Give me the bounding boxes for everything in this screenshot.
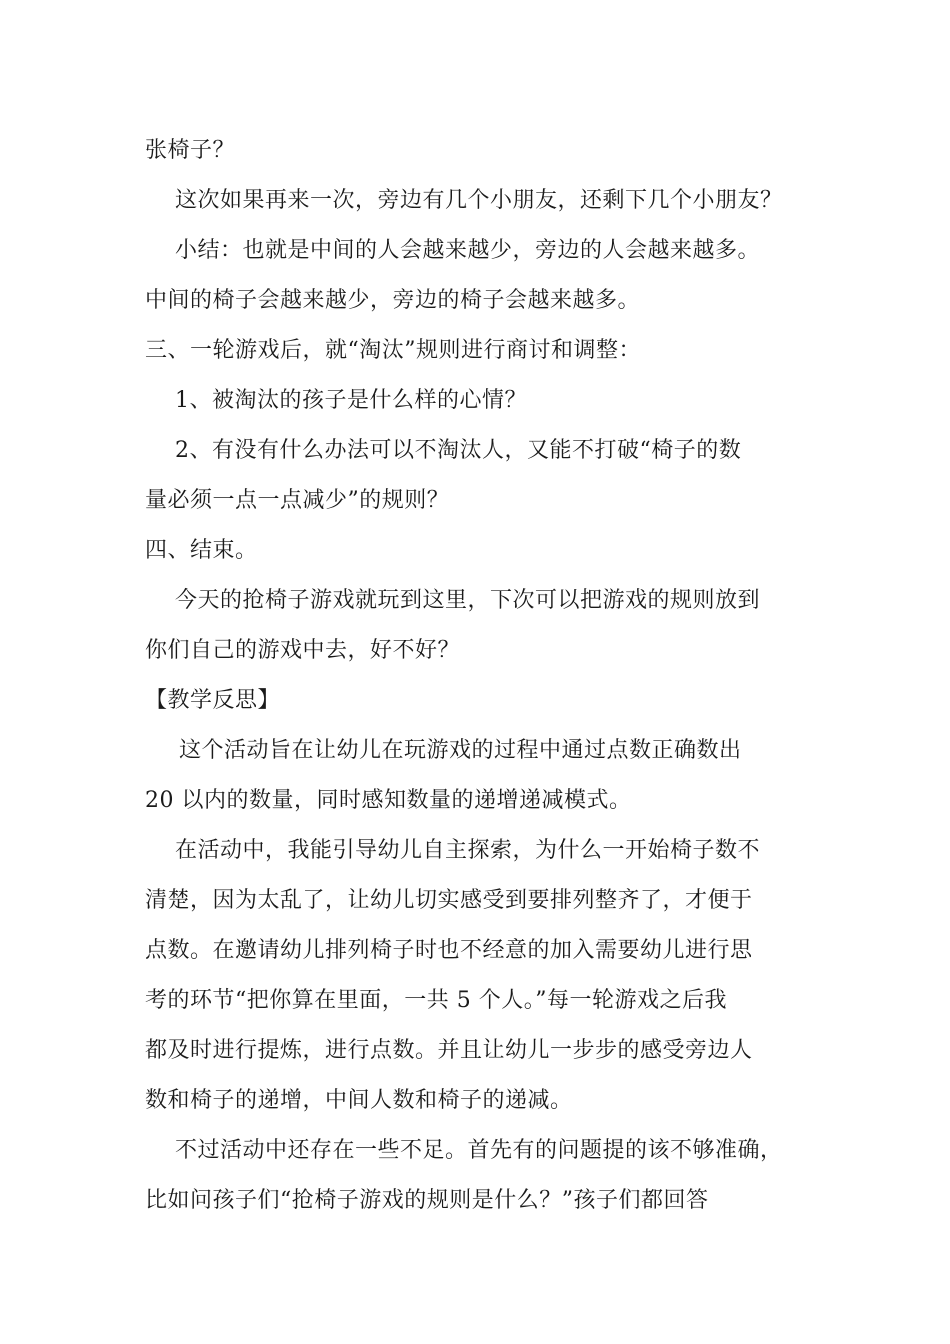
section-heading: 三、一轮游戏后，就“淘汰”规则进行商讨和调整： [145,338,641,363]
text-line: 你们自己的游戏中去，好不好？ [145,638,461,663]
text-line: 点数。在邀请幼儿排列椅子时也不经意的加入需要幼儿进行思 [145,938,753,963]
section-heading: 【教学反思】 [145,688,281,713]
text-line: 这次如果再来一次，旁边有几个小朋友，还剩下几个小朋友？ [175,188,783,213]
text-line: 数和椅子的递增，中间人数和椅子的递减。 [145,1088,573,1113]
text-line: 都及时进行提炼，进行点数。并且让幼儿一步步的感受旁边人 [145,1038,753,1063]
text-line: 在活动中，我能引导幼儿自主探索，为什么一开始椅子数不 [175,838,761,863]
list-item: 2、有没有什么办法可以不淘汰人，又能不打破“椅子的数 [175,438,742,463]
text-line: 张椅子？ [145,138,236,163]
text-line: 今天的抢椅子游戏就玩到这里，下次可以把游戏的规则放到 [175,588,761,613]
text-line: 清楚，因为太乱了，让幼儿切实感受到要排列整齐了，才便于 [145,888,753,913]
text-line: 这个活动旨在让幼儿在玩游戏的过程中通过点数正确数出 [179,738,742,763]
text-line: 考的环节“把你算在里面，一共 5 个人。”每一轮游戏之后我 [145,988,727,1013]
text-line: 比如问孩子们“抢椅子游戏的规则是什么？”孩子们都回答 [145,1188,709,1213]
text-line: 不过活动中还存在一些不足。首先有的问题提的该不够准确， [175,1138,783,1163]
text-line: 中间的椅子会越来越少，旁边的椅子会越来越多。 [145,288,641,313]
list-item: 1、被淘汰的孩子是什么样的心情？ [175,388,527,413]
text-line: 量必须一点一点减少”的规则？ [145,488,450,513]
text-line: 20 以内的数量，同时感知数量的递增递减模式。 [145,788,632,813]
text-line: 小结：也就是中间的人会越来越少，旁边的人会越来越多。 [175,238,761,263]
section-heading: 四、结束。 [145,538,258,563]
